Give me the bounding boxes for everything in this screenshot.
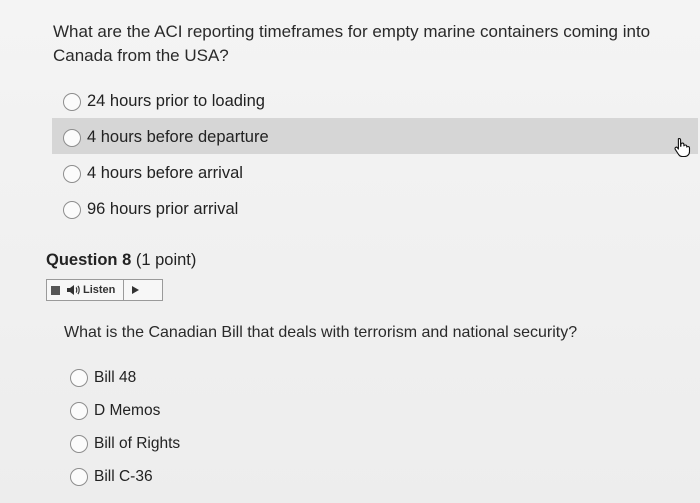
play-icon[interactable]: [132, 286, 139, 294]
question-number: Question 8: [46, 251, 132, 269]
question-8-title: [46, 251, 196, 270]
q7-option-3[interactable]: [63, 164, 243, 183]
q7-option-1[interactable]: [63, 92, 265, 111]
q7-option-4[interactable]: [63, 200, 238, 219]
radio-button[interactable]: [70, 402, 88, 420]
divider: [123, 280, 124, 300]
option-label: Bill 48: [94, 369, 137, 386]
question-8-text: What is the Canadian Bill that deals with terrorism and national security?: [64, 324, 578, 341]
option-label: Bill C-36: [94, 468, 153, 485]
question-7-text: What are the ACI reporting timeframes for empty marine containers coming into Canada from the USA?: [53, 22, 651, 65]
option-label: 96 hours prior arrival: [87, 200, 239, 218]
radio-button[interactable]: [70, 369, 88, 387]
option-label: D Memos: [94, 402, 161, 419]
radio-button[interactable]: [63, 165, 81, 183]
drag-grip-icon[interactable]: [51, 286, 60, 295]
radio-button[interactable]: [70, 435, 88, 453]
option-label: Bill of Rights: [94, 435, 181, 452]
q8-option-2[interactable]: [70, 402, 160, 420]
speaker-icon: [66, 284, 80, 296]
q8-option-1[interactable]: [70, 369, 136, 387]
option-label: 4 hours before arrival: [87, 164, 243, 182]
hand-pointer-icon: [673, 137, 691, 157]
q7-option-2[interactable]: [63, 128, 269, 147]
q8-option-4[interactable]: [70, 468, 153, 486]
radio-button[interactable]: [70, 468, 88, 486]
option-label: 24 hours prior to loading: [87, 92, 265, 110]
option-label: 4 hours before departure: [87, 128, 269, 146]
radio-button[interactable]: [63, 93, 81, 111]
radio-button[interactable]: [63, 201, 81, 219]
radio-button[interactable]: [63, 129, 81, 147]
q8-option-3[interactable]: [70, 435, 180, 453]
listen-button[interactable]: Listen: [83, 284, 116, 296]
question-points: (1 point): [135, 251, 197, 269]
listen-widget[interactable]: [46, 279, 163, 301]
